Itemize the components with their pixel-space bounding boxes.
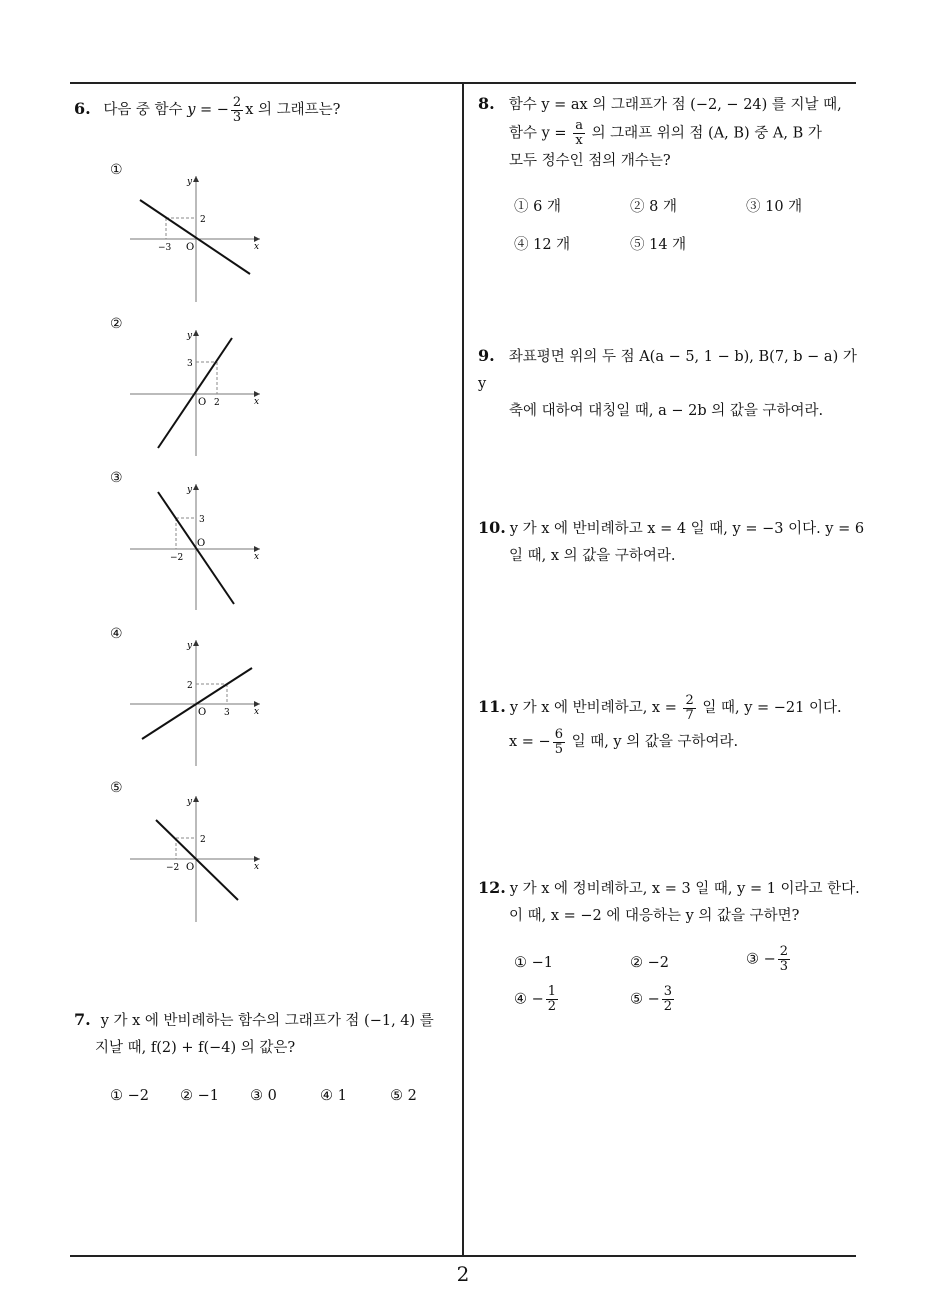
fraction: $\frac{a}{x}$ [575, 118, 583, 148]
x-tick-label: −2 [166, 863, 180, 873]
question-10 [478, 514, 868, 570]
y-tick-label: 2 [187, 681, 193, 691]
y-label: y [187, 485, 193, 495]
function-line [156, 820, 238, 900]
x-label: x [254, 552, 260, 562]
q12-option-4[interactable]: ④ − $\frac{1}{2}$ [514, 984, 557, 1014]
x-tick-label: −2 [170, 553, 184, 563]
function-line [158, 338, 232, 448]
x-label: x [254, 242, 260, 252]
question-text-line-2: 지날 때, f(2) + f(−4) 의 값은? [95, 1040, 296, 1056]
origin-label: O [198, 397, 207, 408]
q12-option-3[interactable]: ③ − $\frac{2}{3}$ [746, 944, 789, 974]
x-label: x [254, 397, 260, 407]
q12-option-5[interactable]: ⑤ − $\frac{3}{2}$ [630, 984, 673, 1014]
question-8 [478, 90, 863, 175]
formula: y = − [187, 102, 229, 118]
x-tick-label: −3 [158, 243, 172, 253]
question-number: 10. [478, 518, 506, 537]
fraction: $\frac{2}{3}$ [779, 944, 789, 974]
y-tick-label: 3 [187, 359, 193, 369]
fraction: $\frac{2}{3}$ [232, 94, 242, 125]
function-line [140, 200, 250, 274]
question-text-line-1: y 가 x 에 반비례하고 x = 4 일 때, y = −3 이다. y = 6 [509, 521, 865, 537]
fraction: $\frac{3}{2}$ [663, 984, 673, 1014]
question-number: 12. [478, 878, 506, 897]
question-7 [74, 1006, 434, 1062]
q12-option-2[interactable]: ② −2 [630, 955, 669, 971]
origin-label: O [186, 242, 195, 253]
question-number: 7. [74, 1010, 91, 1029]
x-label: x [254, 707, 260, 717]
question-text-line-1: 함수 y = ax 의 그래프가 점 (−2, − 24) 를 지날 때, [508, 97, 842, 113]
question-text-line-1: y 가 x 에 반비례하는 함수의 그래프가 점 (−1, 4) 를 [100, 1013, 434, 1029]
choice-mark-3[interactable]: ③ [110, 470, 123, 486]
question-text-line-1: y 가 x 에 정비례하고, x = 3 일 때, y = 1 이라고 한다. [509, 881, 860, 897]
y-label: y [187, 177, 193, 187]
x-tick-label: 3 [224, 708, 230, 718]
question-number: 8. [478, 94, 495, 113]
page-number: 2 [456, 1262, 470, 1286]
graph-choice-3[interactable] [130, 480, 265, 612]
y-tick-label: 2 [200, 835, 206, 845]
y-label: y [187, 641, 193, 651]
q8-option-1[interactable]: ① 6 개 [514, 199, 561, 215]
q7-option-3[interactable]: ③ 0 [250, 1088, 277, 1104]
choice-mark-2[interactable]: ② [110, 316, 123, 332]
y-axis-arrow [193, 796, 199, 802]
y-label: y [187, 331, 193, 341]
question-text-line-3: 모두 정수인 점의 개수는? [509, 153, 671, 169]
question-text-line-2: 축에 대하여 대칭일 때, a − 2b 의 값을 구하여라. [509, 403, 824, 419]
graph-choice-1[interactable] [130, 172, 265, 304]
question-11 [478, 690, 868, 759]
origin-label: O [198, 707, 207, 718]
question-text: 다음 중 함수 [103, 102, 188, 118]
origin-label: O [197, 538, 206, 549]
question-text: x 의 그래프는? [245, 102, 341, 118]
q7-option-1[interactable]: ① −2 [110, 1088, 149, 1104]
q8-option-5[interactable]: ⑤ 14 개 [630, 237, 687, 253]
question-text-line-2: x = − $\frac{6}{5}$ 일 때, y 의 값을 구하여라. [509, 726, 739, 757]
question-6 [74, 95, 340, 125]
q8-option-4[interactable]: ④ 12 개 [514, 237, 571, 253]
q7-option-4[interactable]: ④ 1 [320, 1088, 347, 1104]
question-number: 6. [74, 99, 91, 118]
y-label: y [187, 797, 193, 807]
y-axis-arrow [193, 640, 199, 646]
y-axis-arrow [193, 330, 199, 336]
column-divider [462, 82, 464, 1256]
question-text-line-1: 좌표평면 위의 두 점 A(a − 5, 1 − b), B(7, b − a) 가 y [478, 349, 857, 392]
graph-choice-2[interactable] [130, 326, 265, 458]
x-tick-label: 2 [214, 398, 220, 408]
question-text-line-2: 이 때, x = −2 에 대응하는 y 의 값을 구하면? [509, 908, 800, 924]
origin-label: O [186, 862, 195, 873]
y-tick-label: 3 [199, 515, 205, 525]
q7-option-5[interactable]: ⑤ 2 [390, 1088, 417, 1104]
q8-option-3[interactable]: ③ 10 개 [746, 199, 803, 215]
choice-mark-1[interactable]: ① [110, 162, 123, 178]
fraction: $\frac{1}{2}$ [547, 984, 557, 1014]
fraction: $\frac{6}{5}$ [554, 726, 563, 757]
question-number: 11. [478, 697, 506, 716]
question-9 [478, 342, 868, 425]
y-axis-arrow [193, 484, 199, 490]
graph-choice-4[interactable] [130, 636, 265, 768]
x-label: x [254, 862, 260, 872]
q12-option-1[interactable]: ① −1 [514, 955, 553, 971]
q8-option-2[interactable]: ② 8 개 [630, 199, 677, 215]
question-12 [478, 874, 868, 930]
y-axis-arrow [193, 176, 199, 182]
y-tick-label: 2 [200, 215, 206, 225]
fraction: $\frac{2}{7}$ [685, 692, 694, 723]
choice-mark-5[interactable]: ⑤ [110, 780, 123, 796]
graph-choice-5[interactable] [130, 792, 265, 924]
question-text-line-2: 함수 y = $\frac{a}{x}$ 의 그래프 위의 점 (A, B) 중 A, B 가 [509, 118, 822, 148]
question-text-line-1: y 가 x 에 반비례하고, x = $\frac{2}{7}$ 일 때, y = −21 이다. [509, 692, 842, 723]
question-text-line-2: 일 때, x 의 값을 구하여라. [509, 548, 676, 564]
question-number: 9. [478, 346, 495, 365]
q7-option-2[interactable]: ② −1 [180, 1088, 219, 1104]
choice-mark-4[interactable]: ④ [110, 626, 123, 642]
